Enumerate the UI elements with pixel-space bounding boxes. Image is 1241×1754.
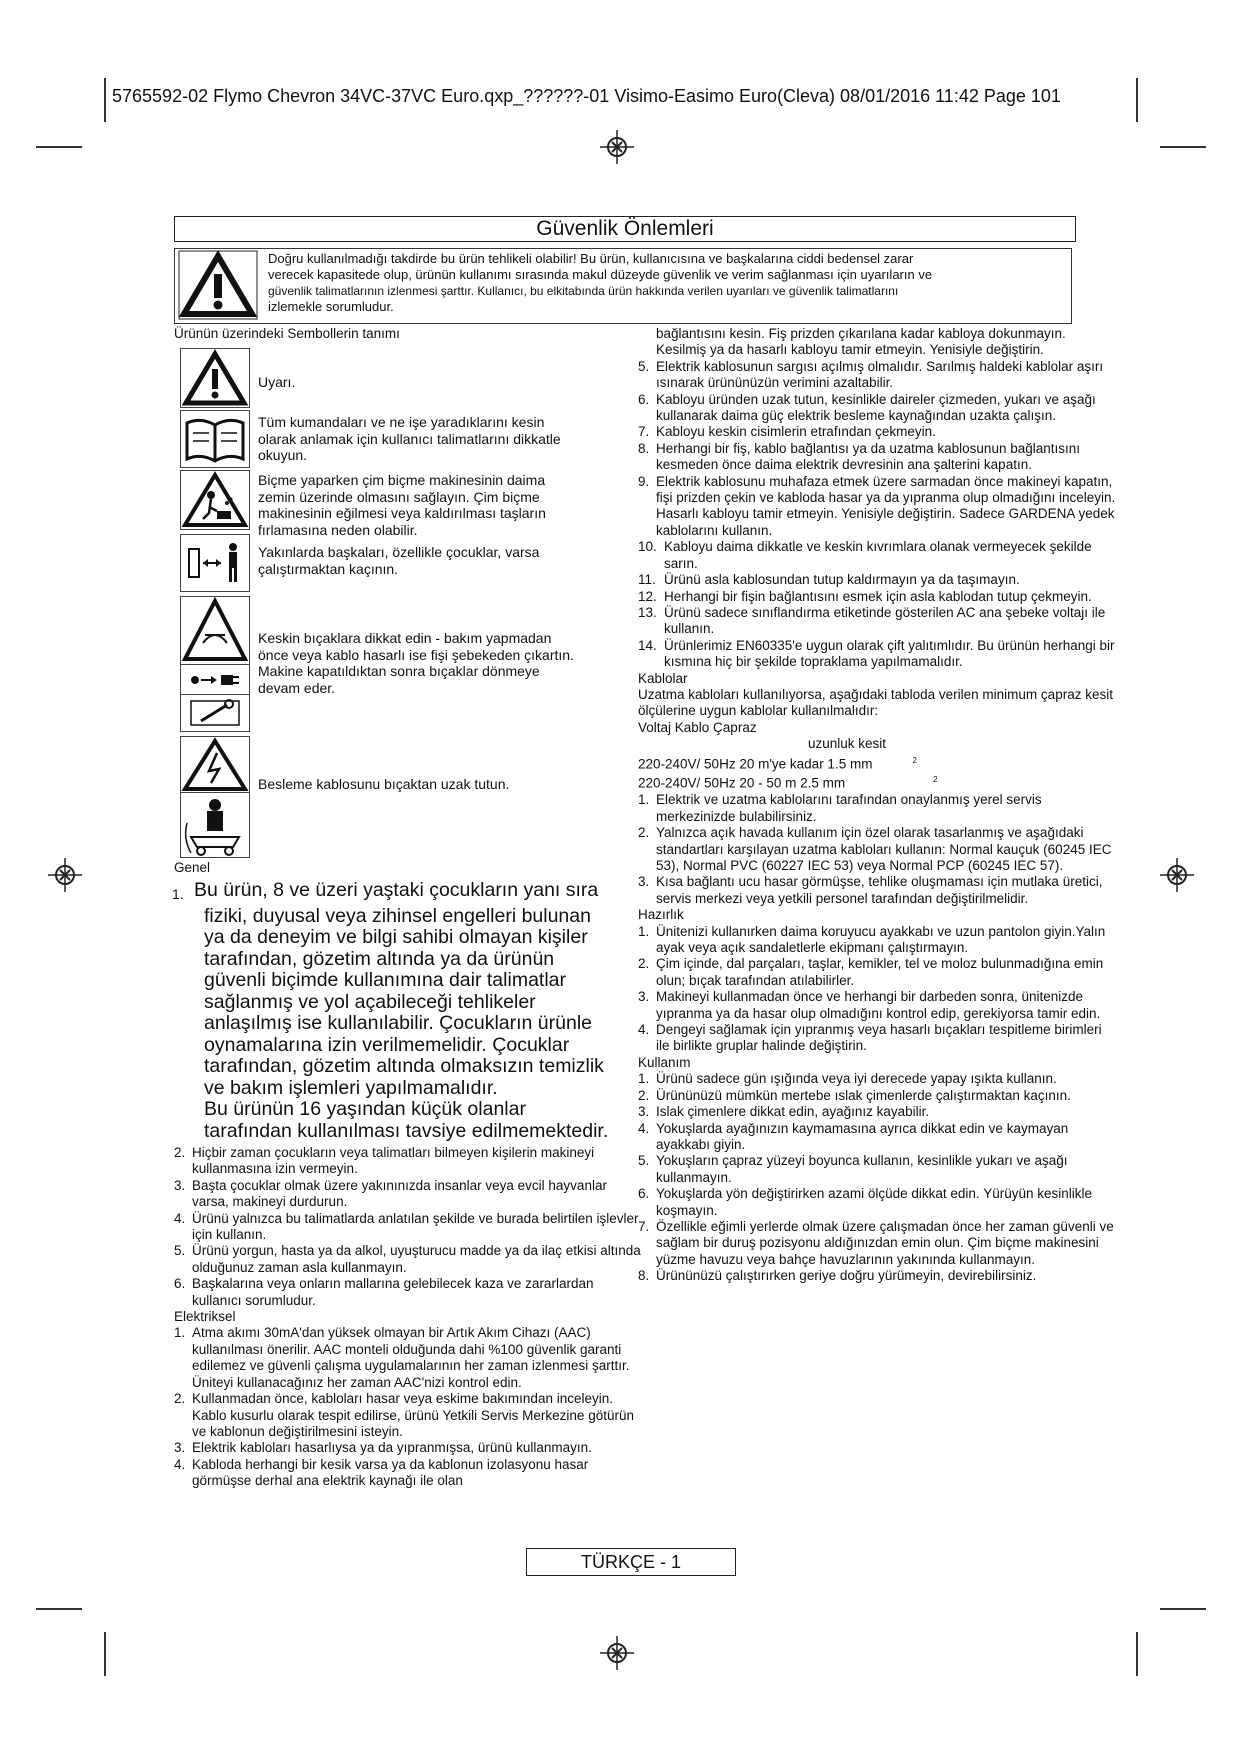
- symbol-cable-label: Besleme kablosunu bıçaktan uzak tutun.: [258, 776, 510, 792]
- registration-mark-right-icon: [1160, 858, 1194, 892]
- elektriksel-item-4-cont: bağlantısını kesin. Fiş prizden çıkarılana kadar kabloya dokunmayın. Kesilmiş ya da hasarlı kabloyu tamir etmeyin. Yenisiyle değiştirin.: [656, 326, 1066, 358]
- thrown-objects-icon: [180, 470, 250, 530]
- symbol-blades-label: [258, 630, 574, 696]
- genel-item-1-line-10: ve bakım işlemleri yapılmamalıdır.: [204, 1076, 498, 1099]
- symbol-blades-line-3: Makine kapatıldıktan sonra bıçaklar dönmeye: [258, 663, 540, 679]
- kullanim-item-5: 5. Yokuşların çapraz yüzeyi boyunca kullanın, kesinlikle yukarı ve aşağı kullanmayın.: [638, 1153, 1068, 1185]
- kablolar-item-2: 2. Yalnızca açık havada kullanım için özel olarak tasarlanmış ve aşağıdaki standartları karşılayan uzatma kabloları kullanın: Normal kauçuk (60245 IEC 53), Normal PVC (60227 IEC 53) veya Normal PCP (60245 IEC 57).: [638, 825, 1112, 873]
- keep-distance-icon: [180, 534, 250, 592]
- hazirlik-item-4: 4. Dengeyi sağlamak için yıpranmış veya hasarlı bıçakları tespitleme birimleri ile birlikte gruplar halinde değiştirin.: [638, 1022, 1102, 1054]
- symbol-warning-label: Uyarı.: [258, 374, 296, 390]
- hazirlik-item-3: 3. Makineyi kullanmadan önce ve herhangi bir darbeden sonra, ünitenizde yıpranma ya da hasar olup olmadığını kontrol edip, gerekiyorsa tamir edin.: [638, 989, 1101, 1021]
- kullanim-item-2: 2. Ürününüzü mümkün mertebe ıslak çimenlerde çalıştırmaktan kaçının.: [638, 1087, 1071, 1103]
- page-title: Güvenlik Önlemleri: [174, 216, 1076, 242]
- genel-item-1-line-12: tarafından kullanılması tavsiye edilmemektedir.: [204, 1119, 609, 1142]
- intro-line-4: izlemekle sorumludur.: [268, 299, 394, 314]
- elektriksel-item-14: 14. Ürünlerimiz EN60335'e uygun olarak çift yalıtımlıdır. Bu ürünün herhangi bir kısmına hiç bir şekilde topraklama yapılmamalıdır.: [638, 637, 1115, 670]
- elektriksel-heading: Elektriksel: [174, 1309, 236, 1325]
- crop-mark-bottom-left-h: [36, 1608, 82, 1610]
- crop-mark-bottom-left-v: [104, 1632, 106, 1676]
- kullanim-item-4: 4. Yokuşlarda ayağınızın kaymamasına ayrıca dikkat edin ve kaymayan ayakkabı giyin.: [638, 1120, 1069, 1152]
- genel-item-1-line-4: tarafından, gözetim altında ya da ürünün: [204, 947, 555, 970]
- crop-mark-bottom-right-h: [1160, 1608, 1206, 1610]
- genel-item-1-line-8: oynamalarına izin verilmemelidir. Çocuklar: [204, 1033, 570, 1056]
- symbol-bystander-line-2: çalıştırmaktan kaçının.: [258, 560, 399, 577]
- hazirlik-item-2: 2. Çim içinde, dal parçaları, taşlar, kemikler, tel ve moloz bulunmadığına emin olun; bıçak tarafından atılabilirler.: [638, 956, 1104, 988]
- symbol-manual-label: [258, 414, 561, 464]
- intro-line-3: güvenlik talimatlarının izlenmesi şarttır. Kullanıcı, bu elkitabında ürün hakkında verilen uyarıları ve güvenlik talimatlarını: [268, 284, 899, 298]
- symbol-blades-line-1: Keskin bıçaklara dikkat edin - bakım yapmadan: [258, 630, 552, 646]
- crop-mark-top-left-v: [104, 78, 106, 122]
- registration-mark-top-icon: [600, 130, 634, 164]
- symbol-mower-line-4: fırlamasına neden olabilir.: [258, 521, 418, 538]
- kullanim-item-8: 8. Ürününüzü çalıştırırken geriye doğru yürümeyin, devirebilirsiniz.: [638, 1268, 1037, 1284]
- genel-item-3: 3. Başta çocuklar olmak üzere yakınınızda insanlar veya evcil hayvanlar varsa, makineyi durdurun.: [174, 1177, 607, 1210]
- symbol-mower-line-2: zemin üzerinde olmasını sağlayın. Çim biçme: [258, 488, 540, 505]
- registration-mark-left-icon: [48, 858, 82, 892]
- elektriksel-item-12: 12. Herhangi bir fişin bağlantısını esmek için asla kablodan tutup çekmeyin.: [638, 588, 1092, 604]
- symbol-manual-line-3: okuyun.: [258, 447, 308, 463]
- sharp-blades-icon: [180, 596, 250, 666]
- read-manual-icon: [180, 410, 250, 468]
- maintenance-wrench-icon: [180, 694, 250, 732]
- symbols-heading: Ürünün üzerindeki Sembollerin tanımı: [174, 326, 400, 341]
- symbol-manual-line-1: Tüm kumandaları ve ne işe yaradıklarını kesin: [258, 414, 545, 430]
- genel-item-1: [172, 880, 642, 1142]
- hazirlik-heading: Hazırlık: [638, 907, 684, 923]
- genel-item-6: 6. Başkalarına veya onların mallarına gelebilecek kaza ve zararlardan kullanıcı sorumludur.: [174, 1276, 594, 1308]
- crop-mark-top-left-h: [36, 146, 82, 148]
- symbol-blades-line-2: önce veya kablo hasarlı ise fişi şebekeden çıkartın.: [258, 646, 574, 663]
- genel-item-2: 2. Hiçbir zaman çocukların veya talimatları bilmeyen kişilerin makineyi kullanmasına izin vermeyin.: [174, 1145, 595, 1177]
- intro-line-2: verecek kapasitede olup, ürünün kullanımı sırasında makul düzeyde güvenlik ve verim sağlanması için uyarıların ve: [268, 267, 933, 282]
- elektriksel-item-3: 3. Elektrik kabloları hasarlıysa ya da yıpranmışsa, ürünü kullanmayın.: [174, 1440, 592, 1456]
- genel-item-1-number: 1.: [172, 886, 184, 902]
- elektriksel-item-11: 11. Ürünü asla kablosundan tutup kaldırmayın ya da taşımayın.: [638, 572, 1020, 588]
- elektriksel-item-7: 7. Kabloyu keskin cisimlerin etrafından çekmeyin.: [638, 424, 936, 440]
- kablolar-heading: Kablolar: [638, 670, 688, 686]
- elektriksel-item-4: 4. Kabloda herhangi bir kesik varsa ya da kablonun izolasyonu hasar görmüşse derhal ana elektrik kaynağı ile olan: [174, 1456, 589, 1489]
- kullanim-item-6: 6. Yokuşlarda yön değiştirirken azami ölçüde dikkat edin. Yürüyün kesinlikle koşmayın.: [638, 1186, 1092, 1218]
- right-column: [638, 326, 1118, 1285]
- kablolar-col-headers: Voltaj Kablo Çapraz: [638, 719, 757, 735]
- genel-item-1-line-2: fiziki, duyusal veya zihinsel engelleri bulunan: [204, 904, 591, 927]
- genel-item-1-line-9: tarafından, gözetim altında olmaksızın temizlik: [204, 1055, 604, 1077]
- elektriksel-item-13: 13. Ürünü sadece sınıflandırma etiketinde gösterilen AC ana şebeke voltajı ile kullanın.: [638, 604, 1106, 637]
- intro-line-1: Doğru kullanılmadığı takdirde bu ürün tehlikeli olabilir! Bu ürün, kullanıcısına ve başkalarına ciddi bedensel zarar: [268, 251, 914, 266]
- symbol-blades-line-4: devam eder.: [258, 679, 336, 696]
- intro-text: [268, 251, 1128, 315]
- elektriksel-item-2: 2. Kullanmadan önce, kabloları hasar veya eskime bakımından inceleyin. Kablo kusurlu olarak tespit edilirse, ürünü Yetkili Servis Merkezine götürün ve kablonun değiştirilmesini isteyin.: [174, 1391, 634, 1439]
- symbol-mower-line-3: makinesinin eğilmesi veya kaldırılması taşların: [258, 505, 546, 521]
- registration-mark-bottom-icon: [600, 1636, 634, 1670]
- unplug-icon: [180, 664, 250, 696]
- genel-item-4: 4. Ürünü yalnızca bu talimatlarda anlatılan şekilde ve burada belirtilen işlevler için kullanın.: [174, 1210, 639, 1243]
- kullanim-item-1: 1. Ürünü sadece gün ışığında veya iyi derecede yapay ışıkta kullanın.: [638, 1071, 1057, 1087]
- symbol-bystander-label: [258, 544, 539, 577]
- genel-item-1-line-3: ya da deneyim ve bilgi sahibi olmayan kişiler: [204, 926, 588, 948]
- genel-item-1-line-1: Bu ürün, 8 ve üzeri yaştaki çocukların yanı sıra: [194, 879, 599, 901]
- warning-triangle-icon: [178, 250, 258, 320]
- elektriksel-item-9: 9. Elektrik kablosunu muhafaza etmek üzere sarmadan önce makineyi kapatın, fişi prizden çekin ve kabloda hasar ya da yıpranma olup olmadığını inceleyin. Hasarlı kabloyu tamir etmeyin. Yenisiyle değiştirin. Sadece GARDENA yedek kablolarını kullanın.: [638, 473, 1116, 538]
- elektriksel-item-6: 6. Kabloyu üründen uzak tutun, kesinlikle daireler çizmeden, yukarı ve aşağı kullanarak daima güç elektrik besleme kaynağından uzakta çalışın.: [638, 391, 1096, 424]
- genel-item-1-line-6: sağlanmış ve yol açabileceği tehlikeler: [204, 990, 536, 1013]
- kablolar-row-1: 220-240V/ 50Hz 20 m'ye kadar 1.5 mm $^2$: [638, 755, 917, 772]
- kablolar-row-2: 220-240V/ 50Hz 20 - 50 m 2.5 mm $^2$: [638, 775, 938, 791]
- elektriksel-item-10: 10. Kabloyu daima dikkatle ve keskin kıvrımlara olanak vermeyecek şekilde sarın.: [638, 539, 1092, 571]
- kablolar-item-3: 3. Kısa bağlantı ucu hasar görmüşse, tehlike oluşmaması için mutlaka üretici, servis merkezi veya yetkili personel tarafından değiştirilmelidir.: [638, 874, 1103, 906]
- genel-heading: Genel: [174, 860, 211, 875]
- kablolar-item-1: 1. Elektrik ve uzatma kablolarını tarafından onaylanmış yerel servis merkezinizde bulabilirsiniz.: [638, 792, 1042, 824]
- genel-item-1-line-7: anlaşılmış ise kullanılabilir. Çocukların ürünle: [204, 1012, 593, 1034]
- warning-symbol-icon: [180, 348, 250, 408]
- kullanim-heading: Kullanım: [638, 1054, 691, 1070]
- electric-hazard-icon: [180, 736, 250, 794]
- genel-item-1-line-5: güvenli biçimde kullanımına dair talimatlar: [204, 969, 566, 991]
- kullanim-item-7: 7. Özellikle eğimli yerlerde olmak üzere çalışmadan önce her zaman güvenli ve sağlam bir duruş pozisyonu aldığınızdan emin olun. Çim biçme makinesini yüzme havuzu veya bahçe havuzlarının yakınında kullanmayın.: [638, 1218, 1114, 1267]
- crop-mark-top-right-v: [1136, 78, 1138, 122]
- elektriksel-item-1: 1. Atma akımı 30mA'dan yüksek olmayan bir Artık Akım Cihazı (AAC) kullanılması önerilir. AAC monteli olduğunda dahi %100 güvenlik garanti edilemez ve güvenli çalışma uygulamalarının her zaman izlenmesi şarttır. Üniteyi kullanacağınız her zaman AAC'nizi kontrol edin.: [174, 1325, 630, 1390]
- symbol-mower-line-1: Biçme yaparken çim biçme makinesinin daima: [258, 472, 546, 488]
- symbol-manual-line-2: olarak anlamak için kullanıcı talimatlarını dikkatle: [258, 430, 561, 447]
- hazirlik-item-1: 1. Ünitenizi kullanırken daima koruyucu ayakkabı ve uzun pantolon giyin.Yalın ayak veya açık sandaletlerle ekipmanı çalıştırmayın.: [638, 923, 1106, 956]
- elektriksel-item-5: 5. Elektrik kablosunun sargısı açılmış olmalıdır. Sarılmış haldeki kablolar aşırı ısınarak ürününüzün verimini azaltabilir.: [638, 358, 1104, 391]
- genel-item-5: 5. Ürünü yorgun, hasta ya da alkol, uyuşturucu madde ya da ilaç etkisi altında olduğunuz zaman asla kullanmayın.: [174, 1243, 641, 1275]
- cable-away-from-blade-icon: [180, 792, 250, 858]
- symbol-mower-label: [258, 472, 546, 538]
- kablolar-intro: Uzatma kabloları kullanılıyorsa, aşağıdaki tabloda verilen minimum çapraz kesit ölçülerine uygun kablolar kullanılmalıdır:: [638, 686, 1113, 719]
- crop-mark-bottom-right-v: [1136, 1632, 1138, 1676]
- page-footer-label: TÜRKÇE - 1: [526, 1548, 736, 1576]
- crop-mark-top-right-h: [1160, 146, 1206, 148]
- symbol-bystander-line-1: Yakınlarda başkaları, özellikle çocuklar, varsa: [258, 544, 540, 560]
- kullanim-item-3: 3. Islak çimenlere dikkat edin, ayağınız kayabilir.: [638, 1104, 930, 1120]
- crop-header-line: 5765592-02 Flymo Chevron 34VC-37VC Euro.qxp_??????-01 Visimo-Easimo Euro(Cleva) 08/01/2016 11:42 Page 101: [112, 86, 1061, 106]
- elektriksel-item-8: 8. Herhangi bir fiş, kablo bağlantısı ya da uzatma kablosunun bağlantısını kesmeden önce daima elektrik devresinin ana şalterini kapatın.: [638, 440, 1081, 473]
- kablolar-col-headers-2: uzunluk kesit: [808, 736, 887, 752]
- left-column-lower: [174, 1145, 644, 1490]
- genel-item-1-line-11: Bu ürünün 16 yaşından küçük olanlar: [204, 1098, 526, 1120]
